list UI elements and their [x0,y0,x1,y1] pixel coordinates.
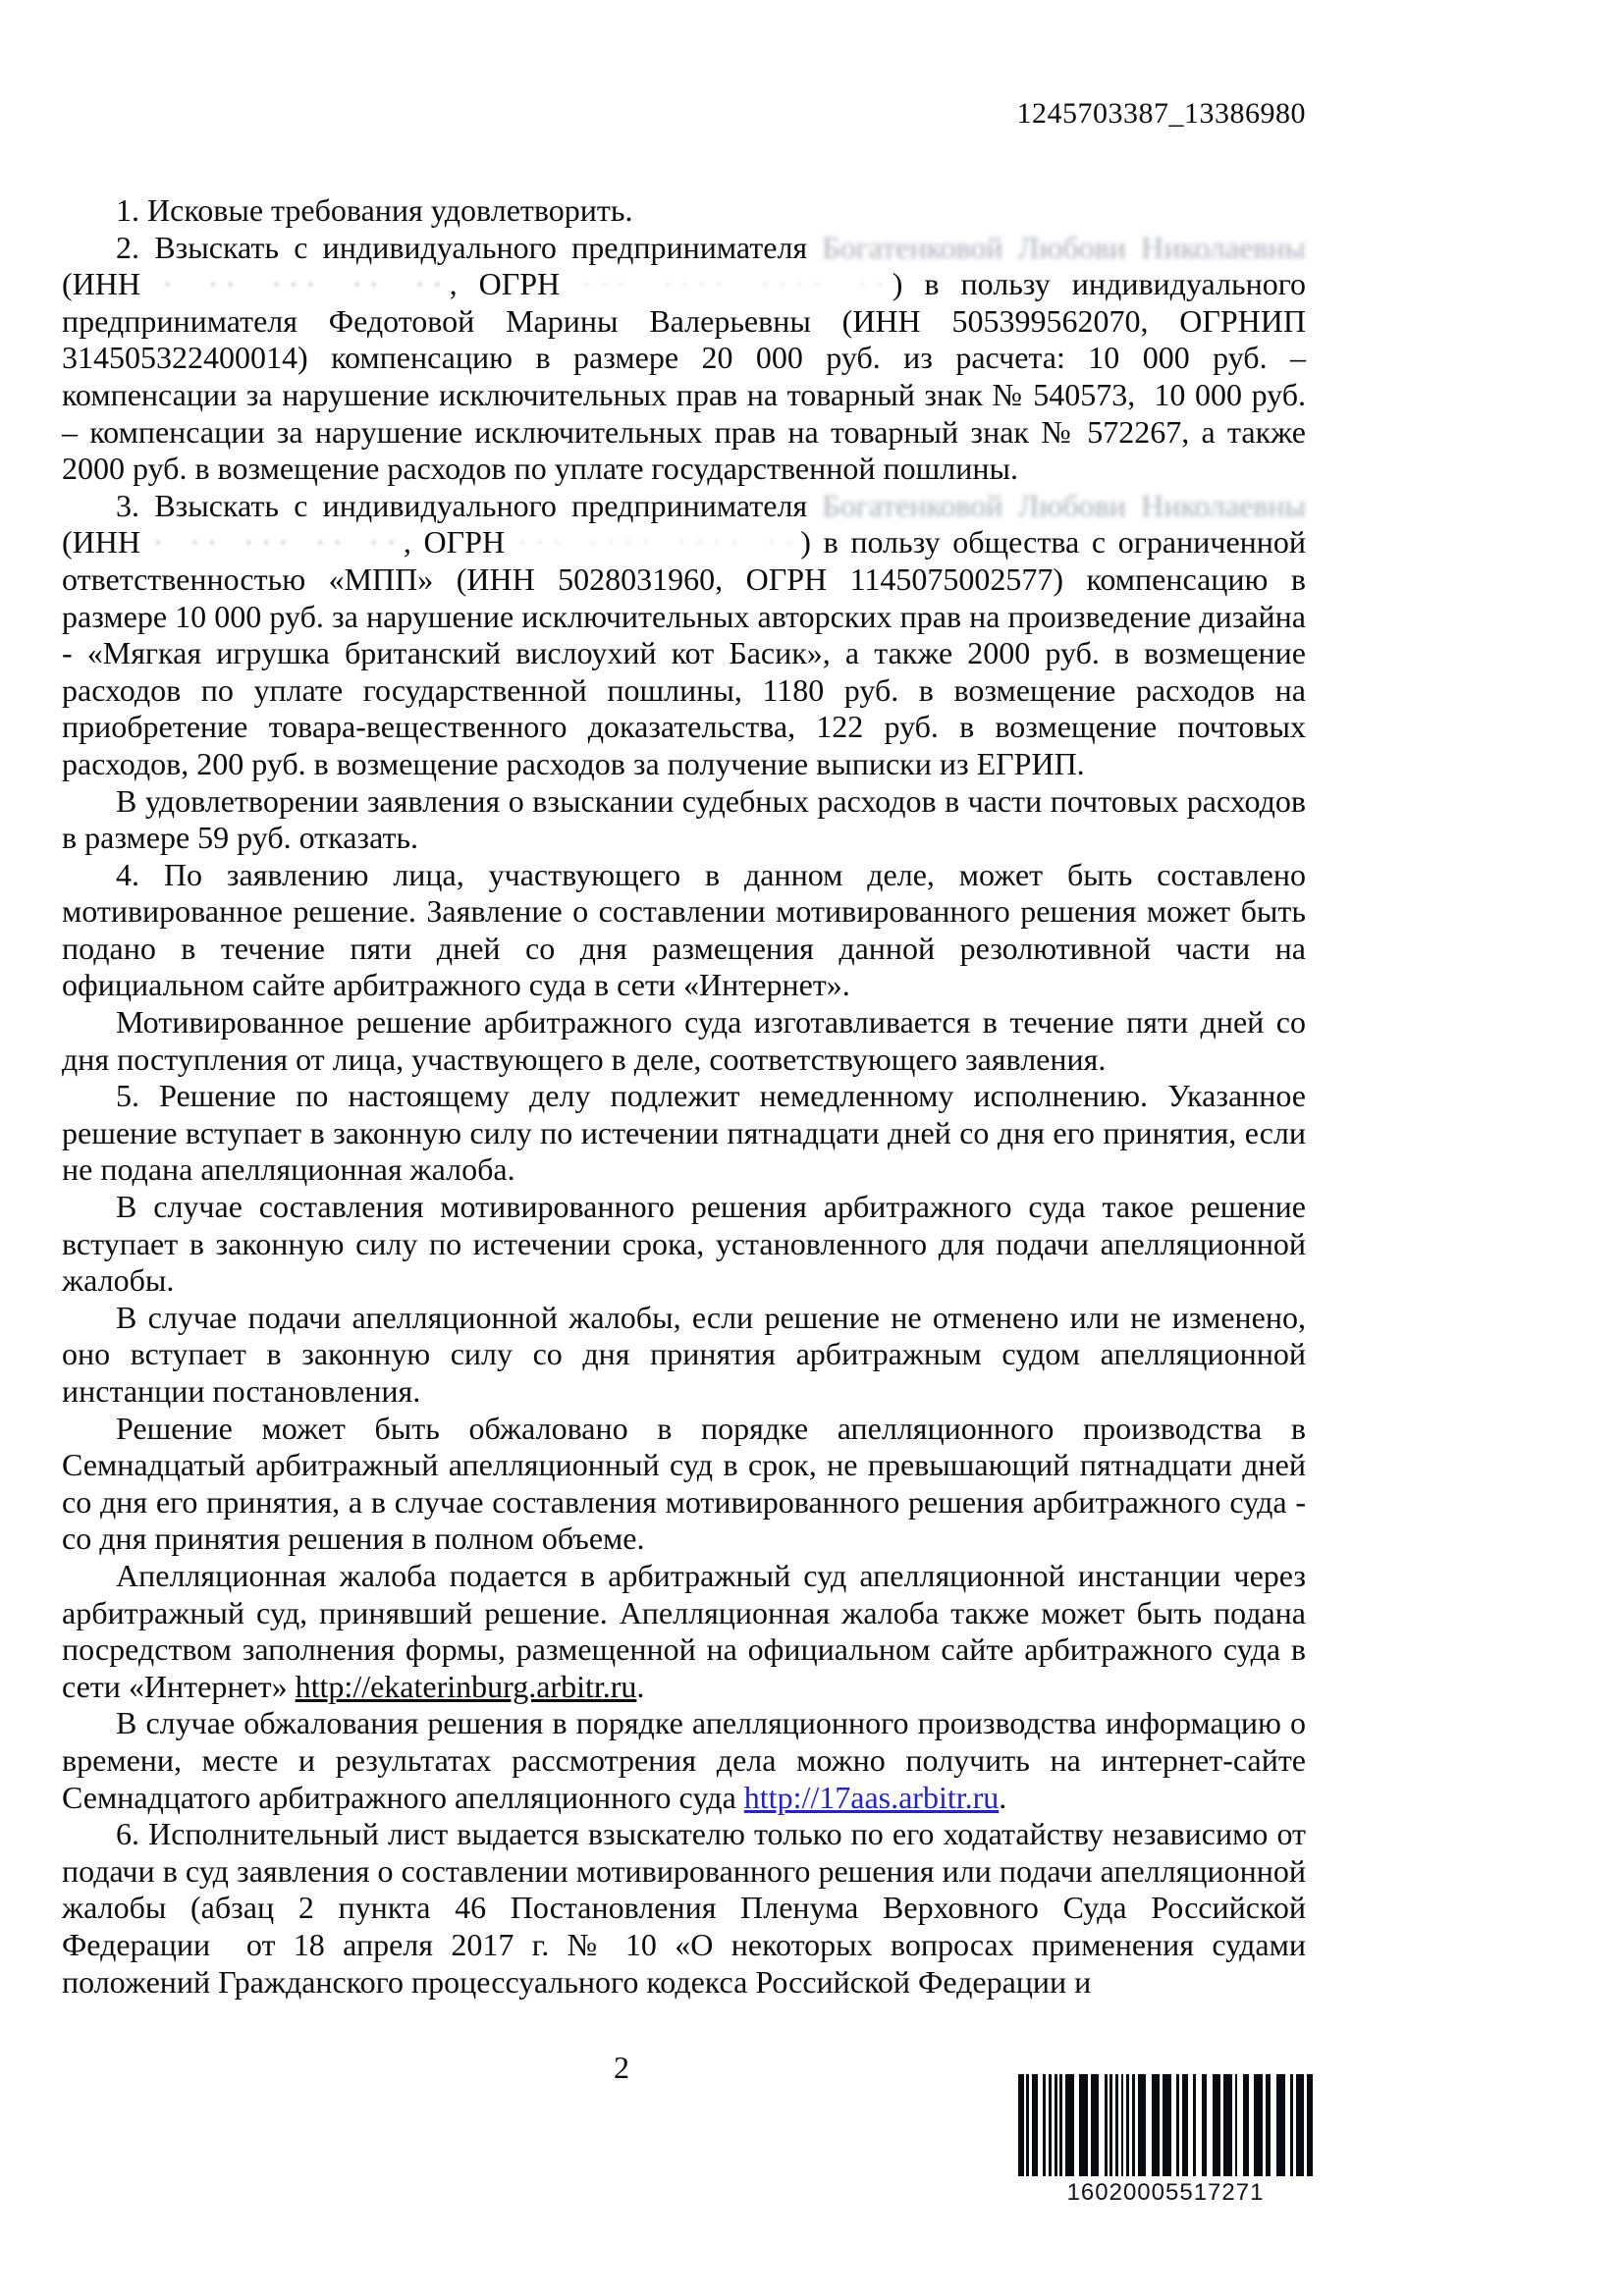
paragraph-text: В удовлетворении заявления о взыскании судебных расходов в части почтовых расходов в размере 59 руб. отказать. [62,782,1314,856]
redacted-name: Богатенковой Любови Николаевны [822,487,1307,523]
paragraph-9 [62,1299,1314,1411]
document-body [62,192,1315,2001]
barcode-bars [1018,2074,1313,2176]
paragraph-5 [62,856,1314,1004]
redacted-name: Богатенковой Любови Николаевны [822,229,1307,265]
paragraph-text: В случае подачи апелляционной жалобы, если решение не отменено или не изменено, оно вступает в законную силу со дня принятия арбитражным судом апелляционной инстанции постановления. [62,1299,1314,1409]
paragraph-text: Решение может быть обжаловано в порядке апелляционного производства в Семнадцатый арбитражный апелляционный суд в срок, не превышающий пятнадцати дней со дня его принятия, а в случае составления мотивированного решения арбитражного суда - со дня принятия решения в полном объеме. [62,1410,1314,1557]
paragraph-8 [62,1189,1314,1300]
page-number: 2 [614,2050,629,2085]
paragraph-text: 2. Взыскать с индивидуального предпринимателя [116,229,823,265]
paragraph-text: В случае составления мотивированного решения арбитражного суда такое решение вступает в законную силу по истечении срока, установленного для подачи апелляционной жалобы. [62,1189,1314,1299]
redacted-inn: · ·· ··· ·· ·· [162,266,450,302]
paragraph-text: Мотивированное решение арбитражного суда изготавливается в течение пяти дней со дня поступления от лица, участвующего в деле, соответствующего заявления. [62,1004,1314,1077]
redacted-inn: · ·· ··· ·· ·· [152,524,404,561]
paragraph-13 [62,1816,1314,2001]
paragraph-2 [62,229,1315,488]
paragraph-3 [62,487,1315,783]
paragraph-text: (ИНН [62,487,1315,561]
redacted-ogrn: ··· ···· ···· ·· [581,266,893,302]
paragraph-1 [62,192,1306,230]
paragraph-6 [62,1004,1314,1078]
paragraph-4 [62,782,1314,857]
paragraph-11 [62,1557,1314,1705]
paragraph-text: 4. По заявлению лица, участвующего в данном деле, может быть составлено мотивированное решение. Заявление о составлении мотивированного решения может быть подано в течение пяти дней со дня размещения данной резолютивной части на официальном сайте арбитражного суда в сети «Интернет». [62,856,1314,1003]
paragraph-text: 1. Исковые требования удовлетворить. [116,192,633,228]
ekaterinburg-arbitr-link[interactable]: http://ekaterinburg.arbitr.ru [295,1668,637,1704]
paragraph-text: , ОГРН [403,524,517,561]
redacted-ogrn: ··· ···· ···· ·· [516,524,801,561]
paragraph-text: (ИНН [62,229,1315,302]
paragraph-text: . [999,1779,1007,1815]
paragraph-text: ) в пользу индивидуального предпринимателя Федотовой Марины Валерьевны (ИНН 505399562070, ОГРНИП 314505322400014) компенсацию в размере 20 000 руб. из расчета: 10 000 руб. – компенсации за нарушение исключительных прав на товарный знак № 540573, 10 000 руб. – компенсации за нарушение исключительных прав на товарный знак № 572267, а также 2000 руб. в возмещение расходов по уплате государственной пошлины. [62,266,1315,487]
17aas-arbitr-link[interactable]: http://17aas.arbitr.ru [743,1779,1000,1815]
paragraph-7 [62,1078,1314,1189]
paragraph-text: Апелляционная жалоба подается в арбитражный суд апелляционной инстанции через арбитражный суд, принявший решение. Апелляционная жалоба также может быть подана посредством заполнения формы, размещенной на официальном сайте арбитражного суда в сети «Интернет» [62,1557,1314,1704]
barcode [1018,2074,1313,2207]
paragraph-text: , ОГРН [449,266,582,302]
paragraph-10 [62,1410,1314,1558]
barcode-number: 16020005517271 [1066,2179,1265,2206]
paragraph-text: 3. Взыскать с индивидуального предпринимателя [116,487,823,523]
paragraph-text: 5. Решение по настоящему делу подлежит немедленному исполнению. Указанное решение вступает в законную силу по истечении пятнадцати дней со дня его принятия, если не подана апелляционная жалоба. [62,1078,1314,1188]
paragraph-text: 6. Исполнительный лист выдается взыскателю только по его ходатайству независимо от подачи в суд заявления о составлении мотивированного решения или подачи апелляционной жалобы (абзац 2 пункта 46 Постановления Пленума Верховного Суда Российской Федерации от 18 апреля 2017 г. № 10 «О некоторых вопросах применения судами положений Гражданского процессуального кодекса Российской Федерации и [62,1816,1314,2000]
paragraph-text: ) в пользу общества с ограниченной ответственностью «МПП» (ИНН 5028031960, ОГРН 1145075002577) компенсацию в размере 10 000 руб. за нарушение исключительных авторских прав на произведение дизайна - «Мягкая игрушка британский вислоухий кот Басик», а также 2000 руб. в возмещение расходов по уплате государственной пошлины, 1180 руб. в возмещение расходов на приобретение товара-вещественного доказательства, 122 руб. в возмещение почтовых расходов, 200 руб. в возмещение расходов за получение выписки из ЕГРИП. [62,524,1315,781]
paragraph-12 [62,1705,1314,1816]
document-id: 1245703387_13386980 [1016,97,1306,130]
paragraph-text: В случае обжалования решения в порядке апелляционного производства информацию о времени, месте и результатах рассмотрения дела можно получить на интернет-сайте Семнадцатого арбитражного апелляционного суда [62,1705,1314,1815]
paragraph-text: . [636,1668,645,1704]
